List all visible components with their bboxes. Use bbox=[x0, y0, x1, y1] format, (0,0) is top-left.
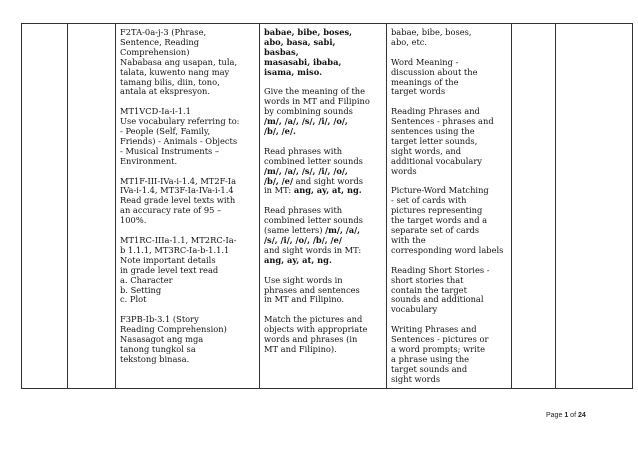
curriculum-table bbox=[21, 23, 633, 389]
target-words-line: abo, basa, sabi, bbox=[264, 36, 336, 47]
activity-line: contain the target bbox=[391, 284, 467, 295]
phrases-same: (same letters) bbox=[264, 225, 323, 236]
match-line: Match the pictures and bbox=[264, 314, 363, 325]
blank-cell-7 bbox=[556, 24, 633, 389]
competency-line: - Musical Instruments – bbox=[120, 145, 220, 156]
competency-line: - People (Self, Family, bbox=[120, 126, 211, 137]
competency-line: Friends) - Animals - Objects bbox=[120, 135, 238, 146]
activity-line: separate set of cards bbox=[391, 225, 480, 236]
phrases-line: Read phrases with bbox=[264, 205, 343, 216]
sight-line: in MT and Filipino. bbox=[264, 294, 345, 305]
phrases-sounds: /b/, /e/ bbox=[264, 175, 293, 186]
page-footer bbox=[546, 412, 586, 419]
sight-line: Use sight words in bbox=[264, 274, 343, 285]
activity-line: Sentences - phrases and bbox=[391, 116, 494, 127]
competency-line: MT1RC-IIIa-1.1, MT2RC-Ia- bbox=[120, 234, 237, 245]
blank-cell-2 bbox=[68, 24, 116, 389]
competency-line: a. Character bbox=[120, 274, 173, 285]
activity-line: sounds and additional bbox=[391, 294, 484, 305]
competency-line: tekstong binasa. bbox=[120, 353, 190, 364]
activity-line: pictures representing bbox=[391, 205, 483, 216]
competency-line: Environment. bbox=[120, 155, 178, 166]
activity-line: sight words, and bbox=[391, 145, 462, 156]
phrases-line: Read phrases with bbox=[264, 145, 343, 156]
target-words-line: masasabi, ibaba, bbox=[264, 56, 342, 67]
competency-line: b. Setting bbox=[120, 284, 162, 295]
competency-line: tanong tungkol sa bbox=[120, 343, 196, 354]
target-words-line: babae, bibe, boses, bbox=[264, 27, 353, 37]
competency-line: 100%. bbox=[120, 215, 147, 226]
content-cell bbox=[260, 24, 387, 389]
activity-line: - set of cards with bbox=[391, 195, 467, 206]
activity-line: sentences using the bbox=[391, 126, 475, 137]
activity-line: words bbox=[391, 165, 417, 176]
activity-line: a phrase using the bbox=[391, 353, 470, 364]
meaning-line: words in MT and Filipino bbox=[264, 96, 370, 107]
phrases-line: combined letter sounds bbox=[264, 215, 363, 226]
competency-line: MT1F-III-IVa-i-1.4, MT2F-Ia bbox=[120, 175, 237, 186]
activity-line: Word Meaning - bbox=[391, 56, 459, 67]
phrases-words-line bbox=[264, 186, 383, 196]
competency-line: Use vocabulary referring to: bbox=[120, 116, 240, 127]
competency-line: Reading Comprehension) bbox=[120, 324, 227, 335]
of-word: of bbox=[570, 412, 577, 419]
activity-line: babae, bibe, boses, bbox=[391, 27, 472, 37]
competency-line: Nababasa ang usapan, tula, bbox=[120, 56, 238, 67]
phrases-sounds: /s/, /i/, /o/, /b/, /e/ bbox=[264, 234, 342, 245]
blank-cell-1 bbox=[22, 24, 68, 389]
page-word: Page bbox=[546, 412, 563, 419]
competencies-list bbox=[120, 28, 256, 365]
sight-words: ang, ay, at, ng. bbox=[264, 254, 332, 265]
phrases-tail: and sight words bbox=[295, 175, 364, 186]
match-line: objects with appropriate bbox=[264, 324, 368, 335]
activity-line: sight words bbox=[391, 373, 441, 384]
table-row bbox=[22, 24, 633, 389]
competency-line: F3PB-Ib-3.1 (Story bbox=[120, 314, 199, 325]
activity-line: discussion about the bbox=[391, 66, 478, 77]
phrases-sounds: /m/, /a/, bbox=[325, 225, 361, 236]
competency-line: tamang bilis, diin, tono, bbox=[120, 76, 220, 87]
match-line: words and phrases (in bbox=[264, 334, 358, 345]
activity-line: Sentences - pictures or bbox=[391, 334, 489, 345]
activity-line: a word prompts; write bbox=[391, 343, 486, 354]
competency-line: b 1.1.1, MT3RC-Ia-b-1.1.1 bbox=[120, 244, 230, 255]
meaning-line: by combining sounds bbox=[264, 106, 353, 117]
competency-line: Comprehension) bbox=[120, 46, 190, 57]
competency-line: MT1VCD-Ia-i-1.1 bbox=[120, 106, 191, 117]
competency-line: in grade level text read bbox=[120, 264, 219, 275]
page-total: 24 bbox=[577, 412, 586, 419]
activity-line: additional vocabulary bbox=[391, 155, 482, 166]
activity-line: the target words and a bbox=[391, 215, 488, 226]
competency-line: F2TA-0a-j-3 (Phrase, bbox=[120, 27, 207, 37]
activity-line: Writing Phrases and bbox=[391, 324, 477, 335]
competency-line: Sentence, Reading bbox=[120, 36, 200, 47]
match-line: MT and Filipino). bbox=[264, 343, 337, 354]
activity-line: corresponding word labels bbox=[391, 244, 504, 255]
activity-line: meanings of the bbox=[391, 76, 459, 87]
competency-line: IVa-i-1.4, MT3F-Ia-IVa-i-1.4 bbox=[120, 185, 234, 196]
phrases-line: combined letter sounds bbox=[264, 155, 363, 166]
activity-line: short stories that bbox=[391, 274, 464, 285]
meaning-sounds: /b/, /e/. bbox=[264, 126, 296, 137]
activity-line: target words bbox=[391, 86, 446, 97]
activity-line: abo, etc. bbox=[391, 36, 428, 47]
meaning-line: Give the meaning of the bbox=[264, 86, 366, 97]
target-words-line: isama, miso. bbox=[264, 66, 323, 77]
competencies-cell bbox=[116, 24, 260, 389]
activity-line: Reading Short Stories - bbox=[391, 264, 490, 275]
blank-cell-6 bbox=[512, 24, 556, 389]
target-words-line: basbas, bbox=[264, 46, 299, 57]
page-number: 1 bbox=[564, 412, 569, 419]
competency-line: antala at ekspresyon. bbox=[120, 86, 211, 97]
activity-line: vocabulary bbox=[391, 304, 438, 315]
competency-line: talata, kuwento nang may bbox=[120, 66, 230, 77]
phrases-sounds: /m/, /a/, /s/, /i/, /o/, bbox=[264, 165, 348, 176]
competency-line: Note important details bbox=[120, 254, 216, 265]
activity-line: with the bbox=[391, 234, 426, 245]
competency-line: c. Plot bbox=[120, 294, 147, 305]
activities-list bbox=[391, 28, 508, 385]
sight-line: phrases and sentences bbox=[264, 284, 360, 295]
meaning-sounds: /m/, /a/, /s/, /i/, /o/, bbox=[264, 116, 348, 127]
competency-line: an accuracy rate of 95 – bbox=[120, 205, 222, 216]
sight-words: ang, ay, at, ng. bbox=[293, 185, 362, 196]
competency-line: Nasasagot ang mga bbox=[120, 334, 204, 345]
phrases-in: in MT: bbox=[264, 185, 292, 196]
activity-line: target sounds and bbox=[391, 363, 468, 374]
activity-line: Reading Phrases and bbox=[391, 106, 480, 117]
competency-line: Read grade level texts with bbox=[120, 195, 236, 206]
activity-line: target letter sounds, bbox=[391, 135, 478, 146]
activity-line: Picture-Word Matching bbox=[391, 185, 489, 196]
phrases-tail: and sight words in MT: bbox=[264, 244, 362, 255]
activities-cell bbox=[387, 24, 512, 389]
